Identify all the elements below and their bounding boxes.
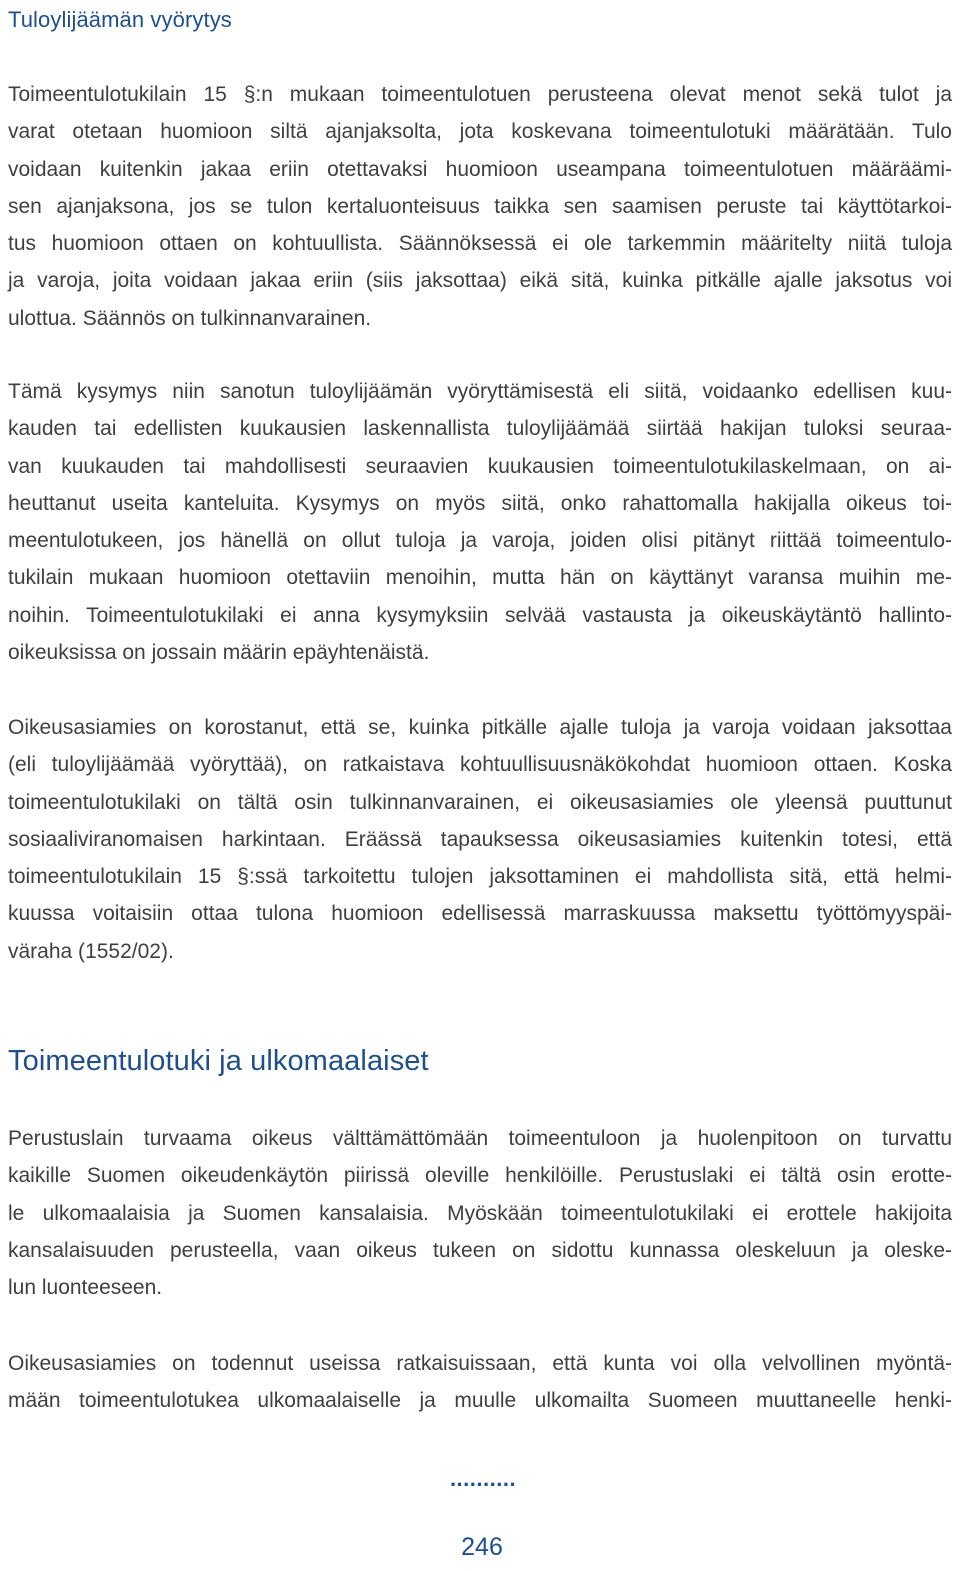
text-line: toimeentulotukilaki on tältä osin tulkinnanvarainen, ei oikeusasiamies ole yleensä puuttunut — [8, 790, 952, 814]
text-line: lun luonteeseen. — [8, 1276, 163, 1300]
text-line: kansalaisuuden perusteella, vaan oikeus tukeen on sidottu kunnassa oleskeluun ja oleske- — [8, 1238, 952, 1262]
text-line: sosiaaliviranomaisen harkintaan. Eräässä tapauksessa oikeusasiamies kuitenkin totesi, että — [8, 827, 952, 851]
text-line: väraha (1552/02). — [8, 939, 174, 963]
text-line: ulottua. Säännös on tulkinnanvarainen. — [8, 306, 372, 330]
text-line: noihin. Toimeentulotukilaki ei anna kysymyksiin selvää vastausta ja oikeuskäytäntö hallinto- — [8, 603, 952, 627]
text-line: heuttanut useita kanteluita. Kysymys on myös siitä, onko rahattomalla hakijalla oikeus toi- — [8, 491, 952, 515]
text-line: Oikeusasiamies on korostanut, että se, kuinka pitkälle ajalle tuloja ja varoja voidaan jaksottaa — [8, 716, 952, 739]
section-heading-toimeentulotuki-ja-ulkomaalaiset: Toimeentulotuki ja ulkomaalaiset — [8, 1045, 429, 1077]
text-line: Toimeentulotukilain 15 §:n mukaan toimeentulotuen perusteena olevat menot sekä tulot ja — [8, 83, 952, 106]
page-number: 246 — [461, 1533, 503, 1561]
text-line: varat otetaan huomioon siltä ajanjaksolta, jota koskevana toimeentulotuki määrätään. Tulo — [8, 120, 952, 144]
text-line: ja varoja, joita voidaan jakaa eriin (siis jaksottaa) eikä sitä, kuinka pitkälle ajalle jaksotus voi — [8, 269, 952, 293]
text-line: (eli tuloylijäämää vyöryttää), on ratkaistava kohtuullisuusnäkökohdat huomioon ottaen. Koska — [8, 753, 952, 777]
text-line: Oikeusasiamies on todennut useissa ratkaisuissaan, että kunta voi olla velvollinen myöntä- — [8, 1352, 952, 1375]
paragraph-3 — [8, 709, 952, 970]
text-line: tukilain mukaan huomioon otettaviin menoihin, mutta hän on käyttänyt varansa muihin me- — [8, 566, 952, 590]
text-line: kuussa voitaisiin ottaa tulona huomioon edellisessä marraskuussa maksettu työttömyyspäi- — [8, 902, 952, 926]
continuation-marker: .......... — [449, 1466, 517, 1491]
paragraph-1 — [8, 76, 952, 337]
text-line: le ulkomaalaisia ja Suomen kansalaisia. Myöskään toimeentulotukilaki ei erottele hakijoita — [8, 1201, 952, 1225]
paragraph-5 — [8, 1345, 952, 1420]
text-line: oikeuksissa on jossain määrin epäyhtenäistä. — [8, 641, 430, 665]
text-line: voidaan kuitenkin jakaa eriin otettavaksi huomioon useampana toimeentulotuen määräämi- — [8, 157, 952, 181]
text-line: tus huomioon ottaen on kohtuullista. Säännöksessä ei ole tarkemmin määritelty niitä tuloja — [8, 232, 952, 256]
text-line: Perustuslain turvaama oikeus välttämättömään toimeentuloon ja huolenpitoon on turvattu — [8, 1127, 952, 1150]
text-line: Tämä kysymys niin sanotun tuloylijäämän vyöryttämisestä eli siitä, voidaanko edellisen kuu- — [8, 380, 952, 403]
section-heading-tuloylijaaman-vyorytys: Tuloylijäämän vyörytys — [8, 7, 232, 32]
text-line: kauden tai edellisten kuukausien laskennallista tuloylijäämää siirtää hakijan tuloksi seuraa- — [8, 417, 952, 441]
text-line: sen ajanjaksona, jos se tulon kertaluonteisuus taikka sen saamisen peruste tai käyttötarkoi- — [8, 194, 952, 218]
text-line: meentulotukeen, jos hänellä on ollut tuloja ja varoja, joiden olisi pitänyt riittää toimeentulo- — [8, 529, 952, 553]
text-line: kaikille Suomen oikeudenkäytön piirissä oleville henkilöille. Perustuslaki ei tältä osin erotte- — [8, 1164, 952, 1188]
paragraph-4 — [8, 1120, 952, 1306]
text-line: van kuukauden tai mahdollisesti seuraavien kuukausien toimeentulotukilaskelmaan, on ai- — [8, 454, 952, 478]
text-line: mään toimeentulotukea ulkomaalaiselle ja muulle ulkomailta Suomeen muuttaneelle henki- — [8, 1389, 952, 1413]
text-line: toimeentulotukilain 15 §:ssä tarkoitettu tulojen jaksottaminen ei mahdollista sitä, että helmi- — [8, 865, 952, 889]
paragraph-2 — [8, 373, 952, 671]
